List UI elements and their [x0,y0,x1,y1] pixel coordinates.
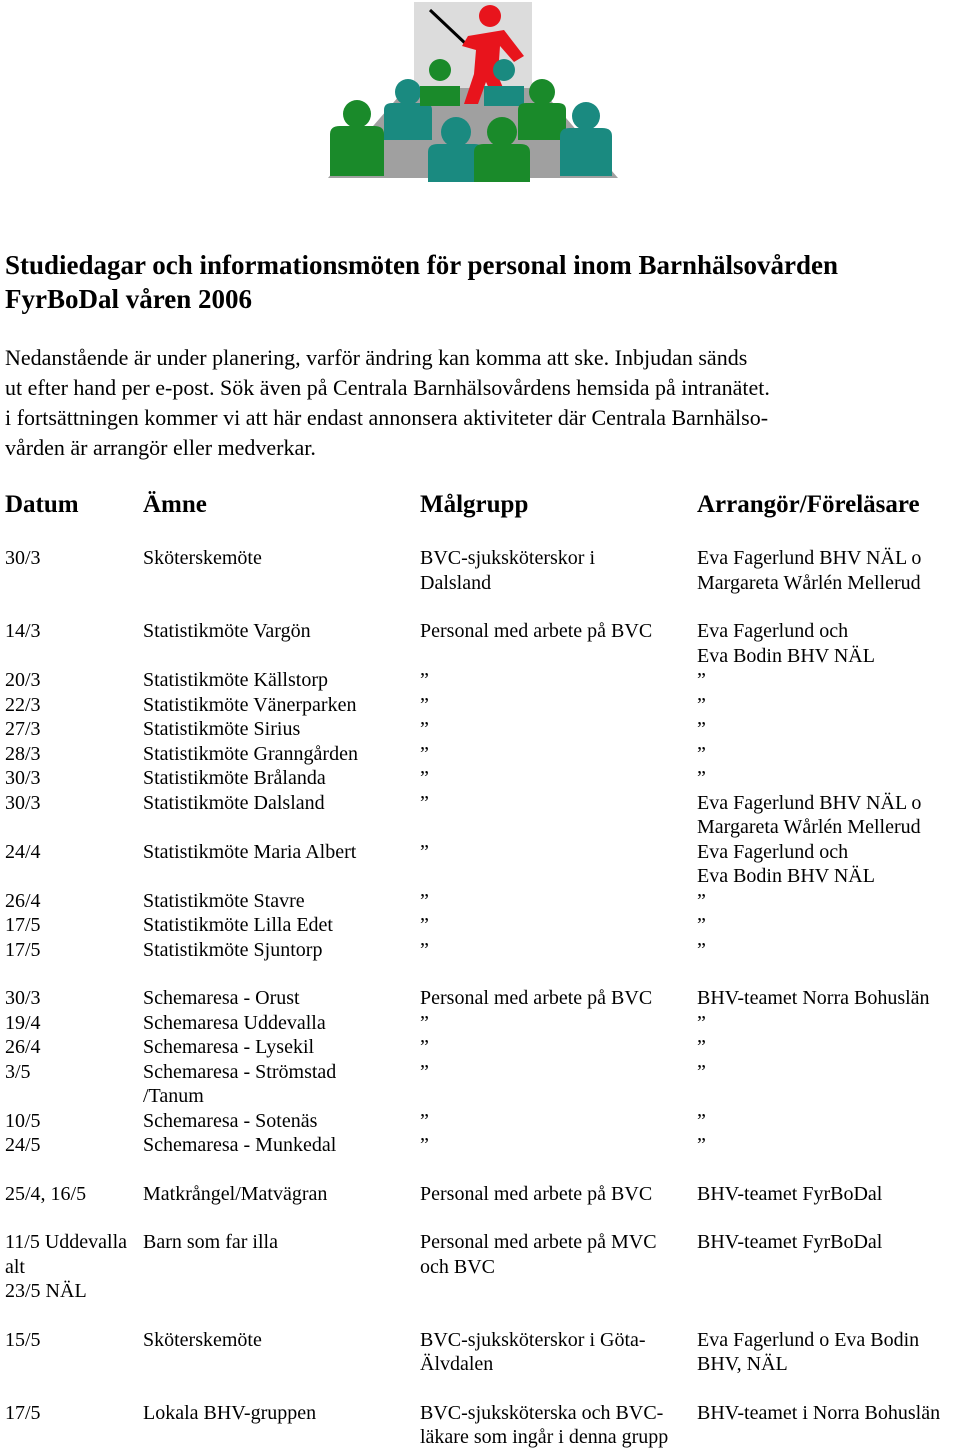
cell-malgrupp [420,619,652,644]
cell-line: Eva Fagerlund och [697,840,849,863]
cell-line: 15/5 [5,1328,41,1351]
cell-malgrupp [420,938,429,963]
cell-line: 24/4 [5,840,41,863]
cell-line: Statistikmöte Källstorp [143,669,328,691]
column-header-malgrupp: Målgrupp [420,491,529,518]
table-row [5,1328,960,1377]
cell-datum [5,1011,41,1036]
cell-line: ” [420,767,429,789]
cell-amne [143,1011,326,1036]
cell-line: Eva Fagerlund BHV NÄL o [697,547,922,569]
cell-line: Statistikmöte Brålanda [143,767,326,789]
cell-line: BHV-teamet FyrBoDal [697,1231,883,1253]
cell-line: 17/5 [5,1401,41,1424]
cell-arrangor [697,1401,940,1426]
table-row [5,986,960,1011]
cell-malgrupp [420,791,429,816]
table-row [5,742,960,767]
cell-line: Eva Bodin BHV NÄL [697,644,875,667]
cell-line: ” [420,1134,429,1156]
cell-line: Schemaresa - Strömstad [143,1060,337,1083]
cell-amne [143,1035,314,1060]
table-row [5,546,960,595]
cell-line: Statistikmöte Sirius [143,718,301,740]
table-row [5,693,960,718]
cell-arrangor [697,913,706,938]
cell-line: ” [420,1036,429,1058]
cell-amne [143,791,325,816]
cell-line: BHV-teamet Norra Bohuslän [697,987,930,1009]
table-row [5,889,960,914]
cell-datum [5,693,41,718]
cell-line: ” [697,669,706,691]
cell-line: Eva Fagerlund o Eva Bodin [697,1328,920,1351]
cell-line: 23/5 NÄL [5,1280,87,1302]
cell-line: Statistikmöte Vänerparken [143,693,357,716]
cell-amne [143,619,311,644]
cell-line: ” [697,1134,706,1156]
table-row [5,668,960,693]
cell-line: Statistikmöte Vargön [143,620,311,642]
cell-line: Personal med arbete på BVC [420,987,653,1009]
table-row [5,1109,960,1134]
table-row [5,1060,960,1109]
cell-datum [5,717,41,742]
cell-malgrupp [420,889,429,914]
cell-line: Schemaresa - Munkedal [143,1134,337,1156]
cell-arrangor [697,1011,706,1036]
cell-line: 25/4, 16/5 [5,1182,87,1205]
cell-line: BHV-teamet FyrBoDal [697,1182,883,1205]
cell-line: 22/3 [5,693,41,716]
cell-line: Personal med arbete på MVC [420,1231,657,1253]
cell-line: ” [697,767,706,789]
cell-line: 30/3 [5,987,41,1009]
cell-line: Statistikmöte Maria Albert [143,840,357,863]
cell-amne [143,693,356,718]
cell-line: Dalsland [420,571,492,594]
cell-line: BHV-teamet i Norra Bohuslän [697,1401,941,1424]
cell-datum [5,889,41,914]
cell-datum [5,1133,41,1158]
cell-line: ” [420,938,429,961]
cell-line: ” [697,914,706,936]
cell-malgrupp [420,1401,668,1450]
column-header-amne: Ämne [143,491,207,518]
cell-datum [5,1230,127,1304]
cell-amne [143,986,300,1011]
cell-line: ” [420,1011,429,1034]
cell-malgrupp [420,913,429,938]
table-row [5,766,960,791]
cell-amne [143,1182,327,1207]
table-row [5,840,960,889]
cell-line: ” [697,1109,706,1132]
cell-amne [143,1109,317,1134]
cell-line: Statistikmöte Sjuntorp [143,938,323,961]
cell-line: 10/5 [5,1109,41,1132]
cell-datum [5,1328,41,1353]
cell-malgrupp [420,1133,429,1158]
cell-line: 3/5 [5,1060,31,1083]
cell-malgrupp [420,1230,657,1279]
intro-paragraph [5,343,950,463]
cell-line: 30/3 [5,547,41,569]
cell-line: Statistikmöte Granngården [143,742,358,765]
cell-line: Statistikmöte Stavre [143,889,305,912]
cell-malgrupp [420,766,429,791]
cell-line: /Tanum [143,1085,204,1107]
cell-line: ” [420,791,429,814]
intro-line: ut efter hand per e-post. Sök även på Centrala Barnhälsovårdens hemsida på intranätet. [5,375,770,400]
cell-arrangor [697,546,921,595]
cell-line: ” [420,889,429,912]
cell-line: BVC-sjuksköterskor i [420,547,595,569]
cell-line: 26/4 [5,889,41,912]
cell-malgrupp [420,1182,652,1207]
cell-line: ” [420,669,429,691]
cell-line: Schemaresa Uddevalla [143,1011,326,1034]
cell-line: ” [697,938,706,961]
cell-amne [143,1401,316,1426]
cell-line: 27/3 [5,718,41,740]
schedule-table [5,546,960,1450]
attendee-left-front [330,100,384,176]
cell-malgrupp [420,986,652,1011]
cell-line: 20/3 [5,669,41,691]
cell-arrangor [697,1035,706,1060]
cell-line: Sköterskemöte [143,1328,262,1351]
column-header-datum: Datum [5,491,79,518]
cell-amne [143,766,326,791]
cell-line: ” [697,742,706,765]
cell-line: ” [420,1060,429,1083]
cell-amne [143,546,262,571]
cell-amne [143,1328,262,1353]
intro-line: vården är arrangör eller medverkar. [5,435,316,460]
table-row [5,1182,960,1207]
cell-datum [5,1109,41,1134]
cell-malgrupp [420,693,429,718]
cell-line: ” [697,1036,706,1058]
table-row [5,938,960,963]
table-row [5,913,960,938]
cell-arrangor [697,1182,882,1207]
cell-line: Lokala BHV-gruppen [143,1401,317,1424]
table-row [5,1011,960,1036]
cell-line: 17/5 [5,938,41,961]
cell-amne [143,913,333,938]
table-row [5,1035,960,1060]
cell-datum [5,742,41,767]
cell-line: 19/4 [5,1011,41,1034]
cell-arrangor [697,986,930,1011]
cell-arrangor [697,1133,706,1158]
cell-line: BVC-sjuksköterskor i Göta- [420,1328,646,1351]
cell-line: BVC-sjuksköterska och BVC- [420,1401,664,1424]
cell-amne [143,840,356,865]
cell-datum [5,840,41,865]
cell-line: ” [697,1060,706,1083]
cell-line: Eva Bodin BHV NÄL [697,865,875,887]
cell-line: 26/4 [5,1036,41,1058]
cell-datum [5,619,41,644]
cell-arrangor [697,742,706,767]
cell-line: Eva Fagerlund och [697,620,849,642]
cell-line: ” [420,693,429,716]
cell-line: Matkrångel/Matvägran [143,1182,328,1205]
cell-line: ” [697,693,706,716]
cell-arrangor [697,766,706,791]
cell-line: Personal med arbete på BVC [420,620,653,642]
cell-line: ” [420,840,429,863]
cell-line: ” [697,1011,706,1034]
cell-line: 11/5 Uddevalla [5,1231,128,1253]
cell-line: Statistikmöte Dalsland [143,791,325,814]
cell-line: 30/3 [5,767,41,789]
cell-line: Personal med arbete på BVC [420,1182,653,1205]
cell-malgrupp [420,1011,429,1036]
cell-amne [143,717,300,742]
cell-malgrupp [420,1060,429,1085]
cell-datum [5,791,41,816]
cell-line: ” [420,914,429,936]
document-title [5,248,945,316]
cell-arrangor [697,840,875,889]
cell-amne [143,1230,278,1255]
cell-malgrupp [420,1109,429,1134]
cell-arrangor [697,889,706,914]
cell-malgrupp [420,1328,646,1377]
table-row [5,1230,960,1304]
cell-datum [5,1035,41,1060]
cell-malgrupp [420,717,429,742]
cell-line: Älvdalen [420,1353,494,1375]
cell-line: Schemaresa - Lysekil [143,1036,315,1058]
cell-line: 14/3 [5,620,41,642]
cell-line: ” [697,889,706,912]
cell-line: ” [420,1109,429,1132]
cell-datum [5,913,41,938]
cell-arrangor [697,693,706,718]
cell-malgrupp [420,742,429,767]
table-row [5,1401,960,1450]
table-row [5,791,960,840]
cell-datum [5,668,41,693]
cell-line: ” [420,718,429,740]
cell-line: ” [697,718,706,740]
cell-arrangor [697,791,921,840]
cell-line: ” [420,742,429,765]
intro-line: Nedanstående är under planering, varför ändring kan komma att ske. Inbjudan sänds [5,345,748,370]
cell-arrangor [697,1328,919,1377]
table-row [5,717,960,742]
cell-line: Eva Fagerlund BHV NÄL o [697,791,922,814]
cell-amne [143,668,328,693]
cell-arrangor [697,1230,882,1255]
attendee-right-front-teal [560,102,612,176]
cell-arrangor [697,717,706,742]
cell-datum [5,1060,31,1085]
cell-amne [143,1133,336,1158]
table-row [5,619,960,668]
schedule-header-row [5,489,955,521]
cell-amne [143,938,322,963]
cell-arrangor [697,668,706,693]
cell-datum [5,766,41,791]
cell-line: Schemaresa - Orust [143,987,300,1009]
cell-malgrupp [420,840,429,865]
intro-line: i fortsättningen kommer vi att här endast annonsera aktiviteter där Centrala Barnhälso- [5,405,769,430]
cell-malgrupp [420,668,429,693]
cell-amne [143,742,358,767]
cell-line: läkare som ingår i denna grupp [420,1426,669,1448]
cell-line: Sköterskemöte [143,547,262,569]
cell-arrangor [697,1109,706,1134]
cell-line: Barn som far illa [143,1231,278,1253]
cell-amne [143,1060,336,1109]
cell-datum [5,986,41,1011]
cell-line: BHV, NÄL [697,1353,788,1375]
cell-line: 17/5 [5,914,41,936]
cell-arrangor [697,619,875,668]
meeting-illustration [328,0,618,182]
cell-datum [5,1401,41,1426]
cell-line: Margareta Wårlén Mellerud [697,816,921,838]
cell-line: 24/5 [5,1134,41,1156]
table-row [5,1133,960,1158]
cell-line: och BVC [420,1255,495,1278]
cell-arrangor [697,938,706,963]
cell-arrangor [697,1060,706,1085]
cell-line: Schemaresa - Sotenäs [143,1109,318,1132]
cell-datum [5,938,41,963]
cell-datum [5,546,41,571]
cell-line: 28/3 [5,742,41,765]
title-line: FyrBoDal våren 2006 [5,284,252,314]
cell-amne [143,889,305,914]
cell-malgrupp [420,546,595,595]
cell-datum [5,1182,86,1207]
column-header-arrangor: Arrangör/Föreläsare [697,491,920,518]
cell-line: Statistikmöte Lilla Edet [143,914,333,936]
cell-line: 30/3 [5,791,41,814]
cell-line: alt [5,1255,25,1278]
cell-line: Margareta Wårlén Mellerud [697,571,921,594]
title-line: Studiedagar och informationsmöten för personal inom Barnhälsovården [5,250,839,280]
cell-malgrupp [420,1035,429,1060]
